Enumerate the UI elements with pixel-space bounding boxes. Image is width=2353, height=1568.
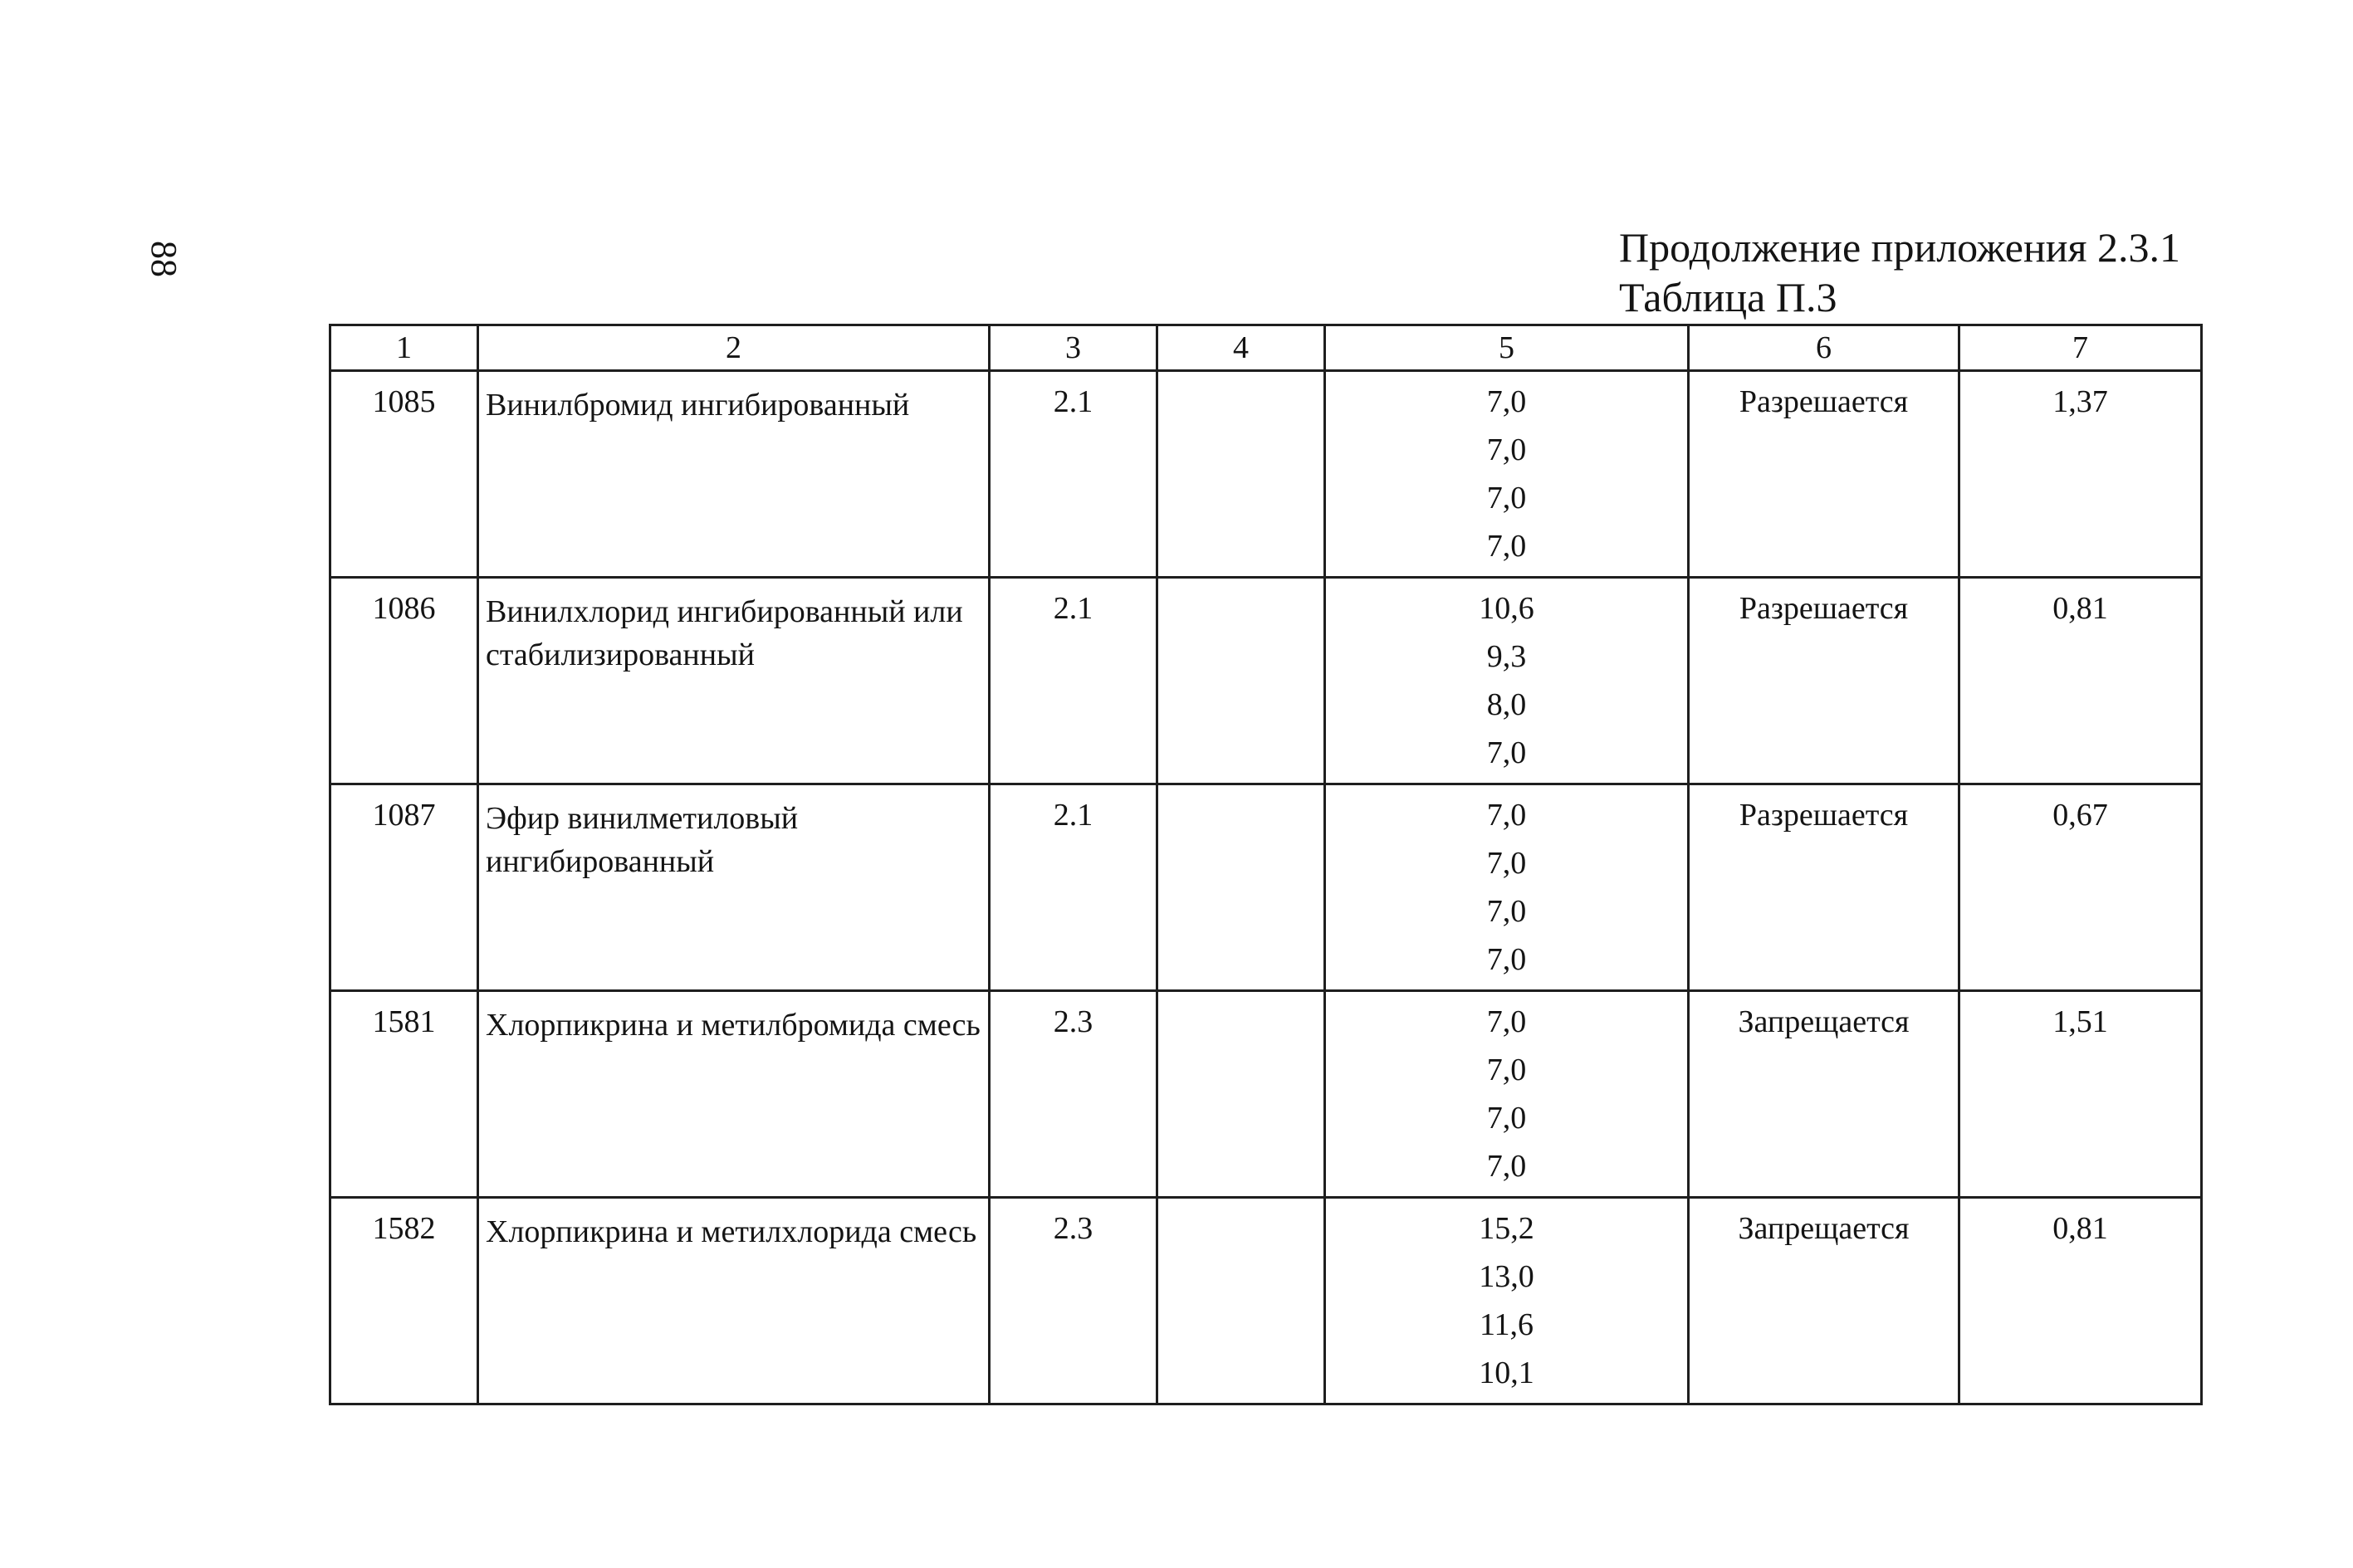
permission-status: Запрещается: [1689, 991, 1959, 1198]
table-row: [330, 371, 2202, 578]
hazard-class: 2.1: [990, 371, 1157, 578]
permission-status: Разрешается: [1689, 578, 1959, 784]
table-row: [330, 1198, 2202, 1404]
column-header: 7: [1959, 325, 2202, 371]
un-number: 1085: [330, 371, 478, 578]
column-header: 1: [330, 325, 478, 371]
substance-name: Хлорпикрина и метилхлорида смесь: [478, 1198, 990, 1404]
column-number-row: [330, 325, 2202, 371]
value: 7,0: [1486, 735, 1527, 770]
value: 10,6: [1479, 591, 1534, 626]
hazard-class: 2.3: [990, 1198, 1157, 1404]
un-number: 1086: [330, 578, 478, 784]
column-header: 3: [990, 325, 1157, 371]
value: 13,0: [1479, 1259, 1534, 1294]
coefficient: 0,81: [1959, 578, 2202, 784]
column-4-cell: [1157, 1198, 1325, 1404]
values-cell: [1325, 1198, 1689, 1404]
hazard-class: 2.3: [990, 991, 1157, 1198]
column-4-cell: [1157, 784, 1325, 991]
value: 7,0: [1486, 432, 1527, 467]
appendix-continuation-title: Продолжение приложения 2.3.1: [1619, 224, 2181, 271]
substance-name: Хлорпикрина и метилбромида смесь: [478, 991, 990, 1198]
permission-status: Запрещается: [1689, 1198, 1959, 1404]
substance-name: Винилхлорид ингибированный или стабилизированный: [478, 578, 990, 784]
un-number: 1087: [330, 784, 478, 991]
table-label: Таблица П.3: [1619, 274, 1837, 320]
substance-name: Винилбромид ингибированный: [478, 371, 990, 578]
coefficient: 1,51: [1959, 991, 2202, 1198]
table-row: [330, 784, 2202, 991]
value: 15,2: [1479, 1211, 1534, 1246]
values-cell: [1325, 784, 1689, 991]
value: 7,0: [1486, 1053, 1527, 1087]
value: 7,0: [1486, 384, 1527, 419]
value: 10,1: [1479, 1356, 1534, 1390]
values-cell: [1325, 371, 1689, 578]
coefficient: 1,37: [1959, 371, 2202, 578]
un-number: 1582: [330, 1198, 478, 1404]
data-table: [329, 324, 2203, 1405]
substance-name: Эфир винилметиловый ингибированный: [478, 784, 990, 991]
column-header: 2: [478, 325, 990, 371]
value: 7,0: [1486, 846, 1527, 881]
coefficient: 0,67: [1959, 784, 2202, 991]
values-cell: [1325, 578, 1689, 784]
column-4-cell: [1157, 578, 1325, 784]
page-number: 88: [144, 241, 184, 277]
hazard-class: 2.1: [990, 784, 1157, 991]
value: 7,0: [1486, 942, 1527, 977]
column-header: 4: [1157, 325, 1325, 371]
value: 7,0: [1486, 894, 1527, 929]
value: 7,0: [1486, 529, 1527, 564]
value: 7,0: [1486, 1149, 1527, 1184]
permission-status: Разрешается: [1689, 784, 1959, 991]
table-row: [330, 991, 2202, 1198]
permission-status: Разрешается: [1689, 371, 1959, 578]
column-header: 6: [1689, 325, 1959, 371]
values-cell: [1325, 991, 1689, 1198]
value: 11,6: [1479, 1307, 1534, 1342]
value: 7,0: [1486, 798, 1527, 833]
un-number: 1581: [330, 991, 478, 1198]
value: 9,3: [1486, 639, 1527, 674]
table-row: [330, 578, 2202, 784]
column-4-cell: [1157, 371, 1325, 578]
value: 7,0: [1486, 1101, 1527, 1136]
table-header: [1619, 222, 2180, 322]
hazard-class: 2.1: [990, 578, 1157, 784]
value: 7,0: [1486, 1004, 1527, 1039]
value: 8,0: [1486, 687, 1527, 722]
column-header: 5: [1325, 325, 1689, 371]
value: 7,0: [1486, 481, 1527, 515]
column-4-cell: [1157, 991, 1325, 1198]
coefficient: 0,81: [1959, 1198, 2202, 1404]
